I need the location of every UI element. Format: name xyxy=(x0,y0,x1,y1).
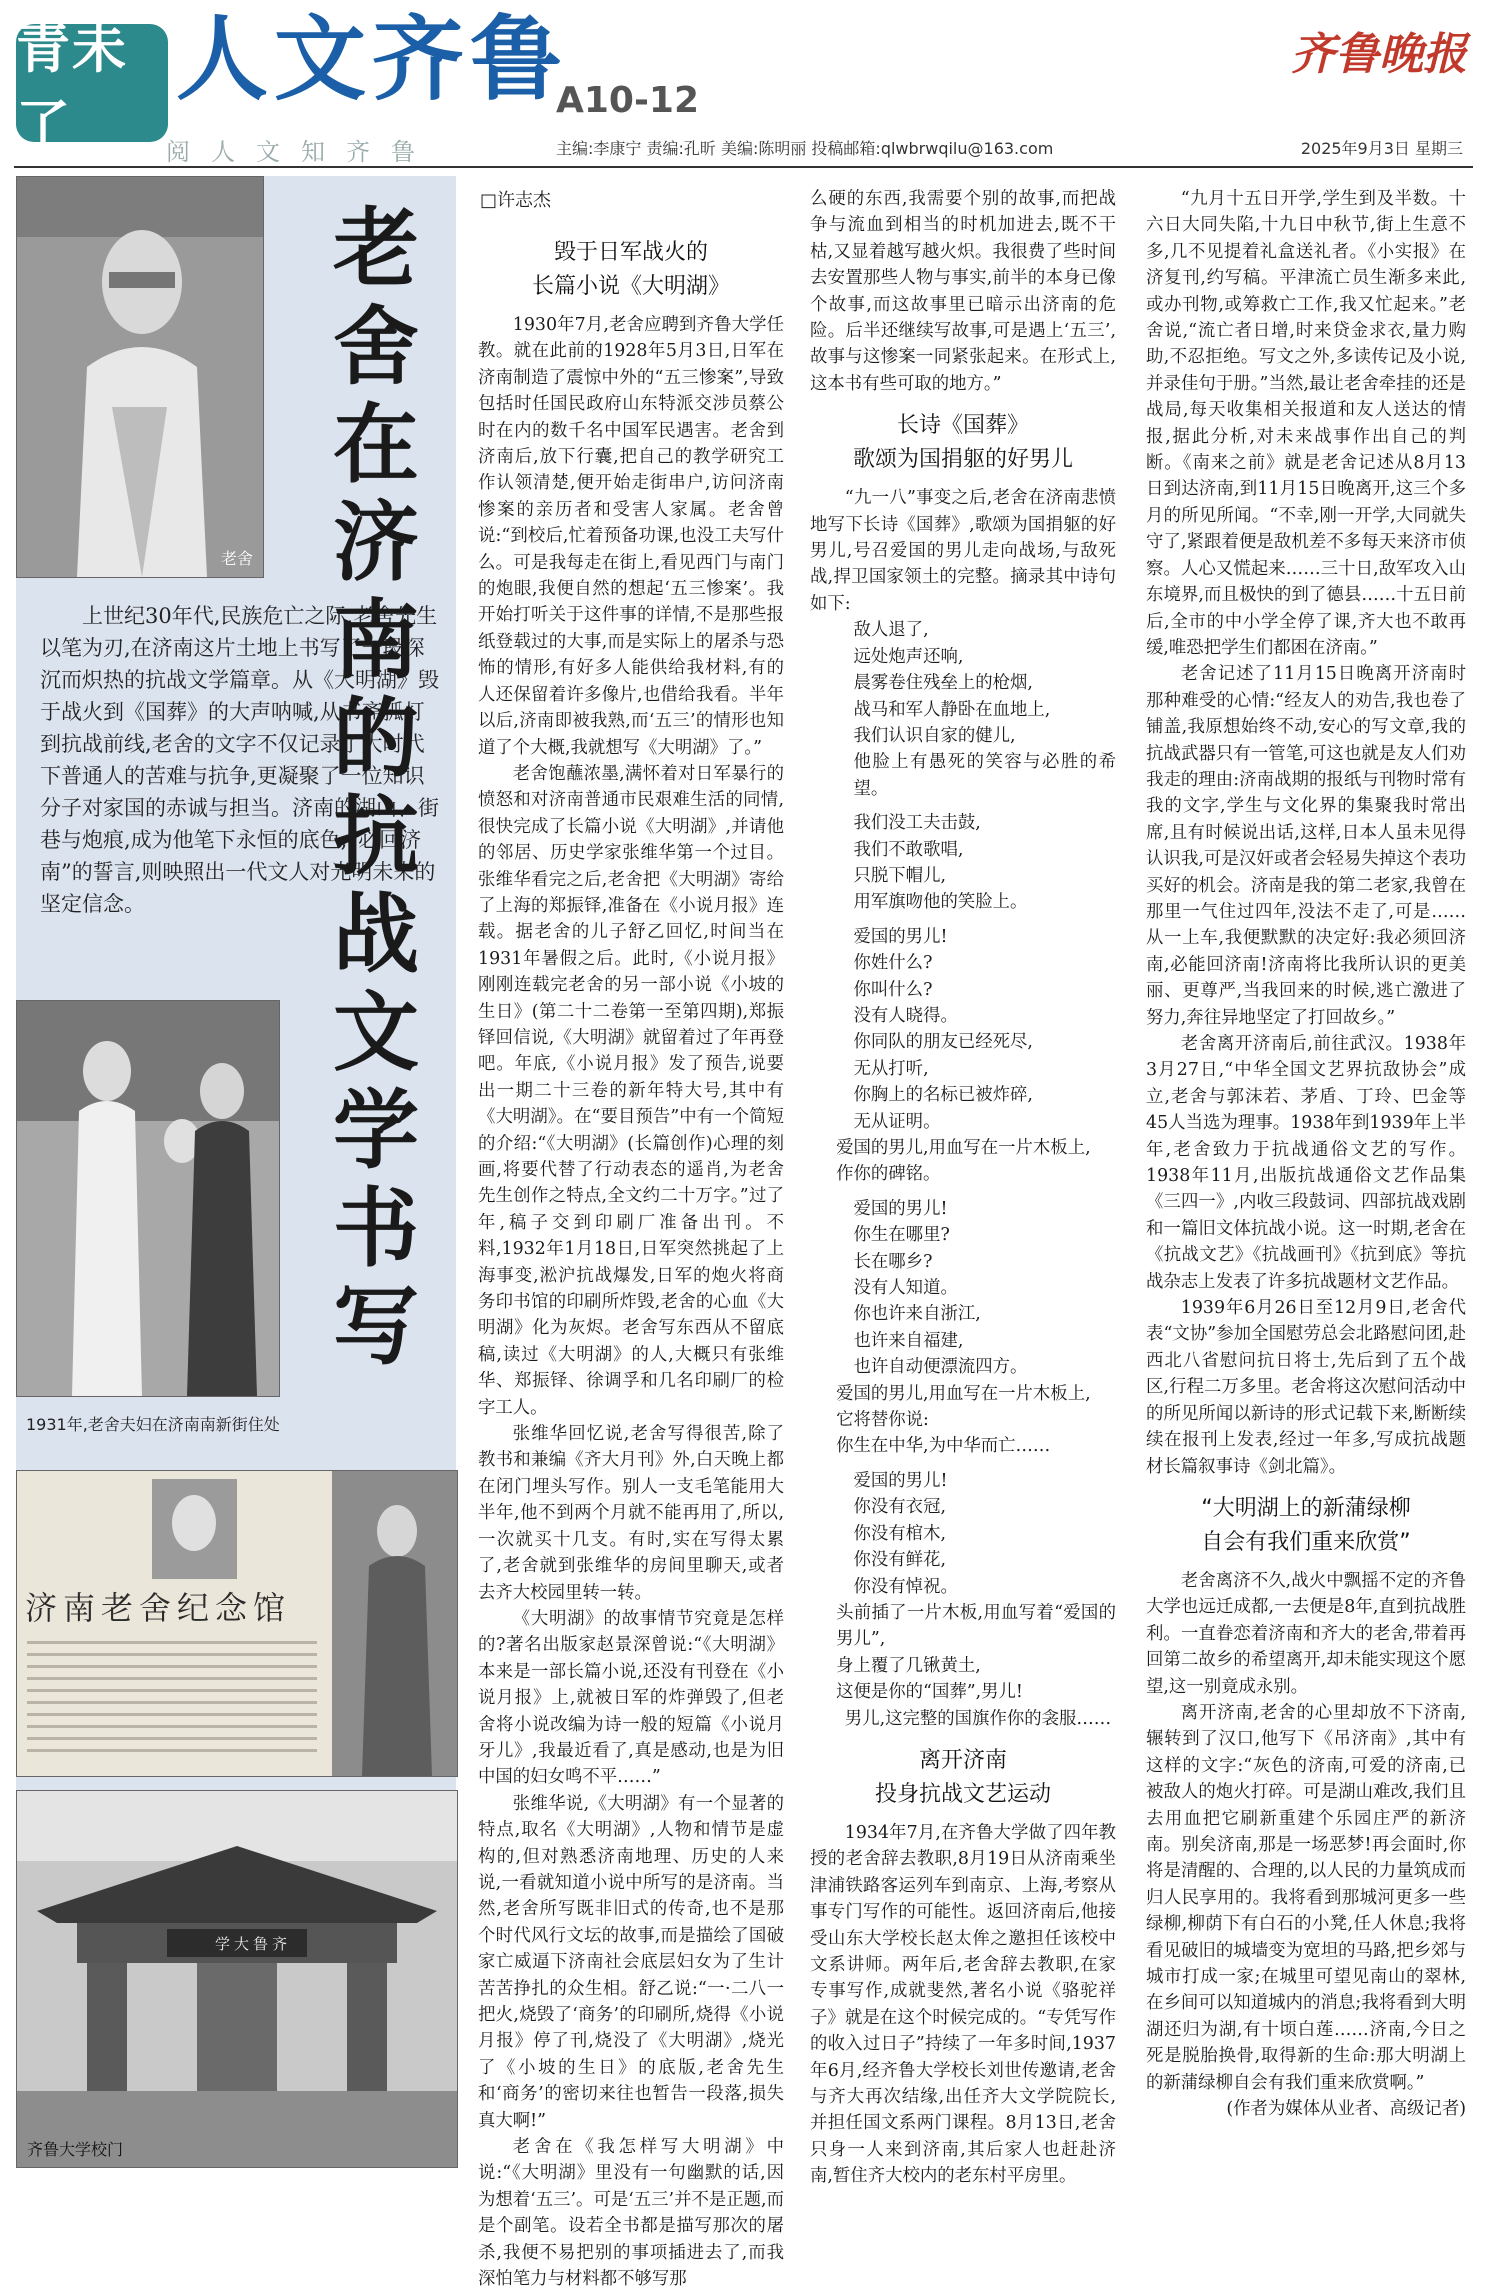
paragraph: 1930年7月,老舍应聘到齐鲁大学任教。就在此前的1928年5月3日,日军在济南制造了震惊中外的“五三惨案”,导致包括时任国民政府山东特派交涉员蔡公时在内的数千名中国军民遇害。老舍到济南后,放下行囊,把自己的教学研究工作认领清楚,便开始走街串户,访问济南惨案的亲历者和受害人家属。老舍曾说:“到校后,忙着预备功课,也没工夫写什么。可是我每走在街上,看见西门与南门的炮眼,我便自然的想起‘五三惨案’。我开始打听关于这件事的详情,不是那些报纸登载过的大事,而是实际上的屠杀与恐怖的情形,有好多人能供给我材料,有的人还保留着许多像片,也借给我看。半年以后,济南即被我熟,而‘五三’的情形也知道了个大概,我就想写《大明湖》了。” xyxy=(478,315,784,758)
logo-qingweiliao: 青未了 xyxy=(16,24,168,142)
photo-label: 老舍 xyxy=(220,549,253,568)
poem-stanza: 爱国的男儿,用血写在一片木板上, 它将替你说: 你生在中华,为中华而亡…… xyxy=(836,1383,1091,1457)
intro-text: 上世纪30年代,民族危亡之际,老舍先生以笔为刃,在济南这片土地上书写了一段深沉而炽热的抗战文学篇章。从《大明湖》毁于战火到《国葬》的大声呐喊,从书斋孤灯到抗战前线,老舍的文字不仅记录了大时代下普通人的苦难与抗争,更凝聚了一位知识分子对家国的赤诚与担当。济南的湖山、街巷与炮痕,成为他笔下永恒的底色,“必回济南”的誓言,则映照出一代文人对光明未来的坚定信念。 xyxy=(40,604,439,916)
paragraph: 老舍离开济南后,前往武汉。1938年3月27日,“中华全国文艺界抗敌协会”成立,老舍与郭沫若、茅盾、丁玲、巴金等45人当选为理事。1938年到1939年上半年,老舍致力于抗战通俗文艺的写作。1938年11月,出版抗战通俗文艺作品集《三四一》,内收三段鼓词、四部抗战戏剧和一篇旧文体抗战小说。这一时期,老舍在《抗战文艺》《抗战画刊》《抗到底》等抗战杂志上发表了许多抗战题材文艺作品。 xyxy=(1146,1034,1466,1292)
photo-lao-she-portrait xyxy=(16,176,264,578)
paragraph: 老舍离济不久,战火中飘摇不定的齐鲁大学也远迁成都,一去便是8年,直到抗战胜利。一直眷恋着济南和齐大的老舍,带着再回第二故乡的希望离开,却未能实现这个愿望,这一别竟成永别。 xyxy=(1146,1570,1466,1697)
paragraph: “九月十五日开学,学生到及半数。十六日大同失陷,十九日中秋节,街上生意不多,几不见提着礼盒送礼者。《小实报》在济复刊,约写稿。平津流亡员生渐多来此,或办刊物,或筹救亡工作,我又忙起来。”老舍说,“流亡者日增,时来贷金求衣,量力购助,不忍拒绝。写文之外,多读传记及小说,并录佳句于册。”当然,最让老舍牵挂的还是战局,每天收集相关报道和友人送达的情报,据此分析,对未来战事作出自己的判断。《南来之前》就是老舍记述从8月13日到达济南,到11月15日晚离开,这三个多月的所见所闻。“不幸,刚一开学,大同就失守了,紧跟着便是敌机差不多每天来济市侦察。人心又慌起来……三十日,敌军攻入山东境界,而且极快的到了德县……十五日前后,全市的中小学全停了课,齐大也不敢再缓,唯恐把学生们都困在济南。” xyxy=(1146,189,1466,658)
byline: □许志杰 xyxy=(480,190,552,211)
poem-stanza: 敌人退了, 远处炮声还响, 晨雾卷住残垒上的枪烟, 战马和军人静卧在血地上, 我们认识自家的健儿, 他脸上有愚死的笑容与必胜的希望。 xyxy=(853,620,1116,799)
section-slogan: 阅人文知齐鲁 xyxy=(166,138,436,166)
poem-stanza: 爱国的男儿! 你没有衣冠, 你没有棺木, 你没有鲜花, 你没有悼祝。 xyxy=(853,1470,958,1597)
gate-illustration xyxy=(17,1791,457,2167)
paragraph: 离开济南,老舍的心里却放不下济南,辗转到了汉口,他写下《吊济南》,其中有这样的文字:“灰色的济南,可爱的济南,已被敌人的炮火打碎。可是湖山难改,我们且去用血把它刷新重建个乐园庄严的新济南。别矣济南,那是一场恶梦!再会面时,你将是清醒的、合理的,以人民的力量筑成而归人民享用的。我将看到那城河更多一些绿柳,柳荫下有白石的小凳,任人休息;我将看见破旧的城墙变为宽坦的马路,把乡郊与城市打成一家;在城里可望见南山的翠林,在乡间可以知道城内的消息;我将看到大明湖还归为湖,有十顷白莲……济南,今日之死是脱胎换骨,取得新的生命:那大明湖上的新蒲绿柳自会有我们重来欣赏啊。” xyxy=(1146,1702,1466,2093)
poem-stanza: 爱国的男儿! 你姓什么? 你叫什么? 没有人晓得。 你同队的朋友已经死尽, 无从打听, 你胸上的名标已被炸碎, 无从证明。 xyxy=(853,926,1033,1132)
paragraph: 老舍饱蘸浓墨,满怀着对日军暴行的愤怒和对济南普通市民艰难生活的同情,很快完成了长篇小说《大明湖》,并请他的邻居、历史学家张维华第一个过目。张维华看完之后,老舍把《大明湖》寄给了上海的郑振铎,准备在《小说月报》连载。据老舍的儿子舒乙回忆,时间当在1931年暑假之后。此时,《小说月报》刚刚连载完老舍的另一部小说《小坡的生日》(第二十二卷第一至第四期),郑振铎回信说,《大明湖》就留着过了年再登吧。年底,《小说月报》发了预告,说要出一期二十三卷的新年特大号,其中有《大明湖》。在“要目预告”中有一个简短的介绍:“《大明湖》(长篇创作)心理的刻画,将要代替了行动表态的遥肖,为老舍先生创作之特点,全文约二十万字。”过了年,稿子交到印刷厂准备出刊。不料,1932年1月18日,日军突然挑起了上海事变,淞沪抗战爆发,日军的炮火将商务印书馆的印刷所炸毁,老舍的心血《大明湖》化为灰烬。老舍写东西从不留底稿,读过《大明湖》的人,大概只有张维华、郑振铎、徐调孚和几名印刷厂的检字工人。 xyxy=(478,763,784,1418)
subhead-2: 长诗《国葬》 歌颂为国捐躯的好男儿 xyxy=(852,413,1073,473)
issue-date: 2025年9月3日 星期三 xyxy=(1300,139,1463,158)
paragraph: 张维华说,《大明湖》有一个显著的特点,取名《大明湖》,人物和情节是虚构的,但对熟悉济南地理、历史的人来说,一看就知道小说中所写的是济南。当然,老舍所写既非旧式的传奇,也不是那个时代风行文坛的故事,而是描绘了国破家亡威逼下济南社会底层妇女为了生计苦苦挣扎的众生相。舒乙说:“一·二八一把火,烧毁了‘商务’的印刷所,烧得《小说月报》停了刊,烧没了《大明湖》,烧光了《小坡的生日》的底版,老舍先生和‘商务’的密切来往也暂告一段落,损失真大啊!” xyxy=(478,1793,784,2131)
text-column-2 xyxy=(810,186,1116,2190)
page-range: A10-12 xyxy=(556,80,699,121)
editor-credits: 主编:李康宁 责编:孔昕 美编:陈明丽 投稿邮箱:qlwbrwqilu@163.com xyxy=(556,139,1054,158)
poem-stanza: 我们没工夫击鼓, 我们不敢歌唱, 只脱下帽儿, 用军旗吻他的笑脸上。 xyxy=(853,813,1028,913)
paragraph: 《大明湖》的故事情节究竟是怎样的?著名出版家赵景深曾说:“《大明湖》本来是一部长篇小说,还没有刊登在《小说月报》上,就被日军的炸弹毁了,但老舍将小说改编为诗一般的短篇《小说月牙儿》,我最近看了,真是感动,也是为旧中国的妇女鸣不平……” xyxy=(478,1608,784,1788)
subhead-3: 离开济南 投身抗战文艺运动 xyxy=(874,1747,1051,1807)
portrait-illustration xyxy=(17,177,263,577)
paragraph: 1934年7月,在齐鲁大学做了四年教授的老舍辞去教职,8月19日从济南乘坐津浦铁路客运列车到南京、上海,考察从事专门写作的可能性。返回济南后,他接受山东大学校长赵太侔之邀担任该校中文系讲师。两年后,老舍辞去教职,在家专事写作,成就斐然,著名小说《骆驼祥子》就是在这个时候完成的。“专凭写作的收入过日子”持续了一年多时间,1937年6月,经齐鲁大学校长刘世传邀请,老舍与齐大再次结缘,出任齐大文学院院长,并担任国文系两门课程。8月13日,老舍只身一人来到济南,其后家人也赶赴济南,暂住齐大校内的老东村平房里。 xyxy=(810,1822,1116,2187)
author-note: (作者为媒体从业者、高级记者) xyxy=(1226,2099,1466,2120)
section-masthead: 人文齐鲁 xyxy=(176,6,569,113)
header-rule xyxy=(14,166,1473,168)
photo-cheeloo-gate xyxy=(16,1790,458,2168)
photo-memorial-hall xyxy=(16,1470,458,1777)
poem-stanza: 头前插了一片木板,用血写着“爱国的男儿”, 身上覆了几锹黄土, 这便是你的“国葬”,男儿! xyxy=(836,1602,1116,1703)
photo-couple xyxy=(16,1000,280,1397)
couple-caption: 1931年,老舍夫妇在济南南新街住处 xyxy=(26,1415,280,1434)
subhead-1: 毁于日军战火的 长篇小说《大明湖》 xyxy=(531,240,730,299)
paragraph: 么硬的东西,我需要个别的故事,而把战争与流血到相当的时机加进去,既不干枯,又显着越写越火炽。我很费了些时间去安置那些人物与事实,前半的本身已像个故事,而这故事里已暗示出济南的危险。后半还继续写故事,可是遇上‘五三’,故事与这惨案一同紧张起来。在形式上,这本书有些可取的地方。” xyxy=(810,189,1116,394)
paragraph: 老舍记述了11月15日晚离开济南时那种难受的心情:“经友人的劝告,我也卷了铺盖,我原想始终不动,安心的写文章,我的抗战武器只有一管笔,可这也就是友人们劝我走的理由:济南战期的报纸与刊物时常有我的文字,学生与文化界的集聚我时常出席,且有时候说出话,这样,日本人虽未见得认识我,可是汉奸或者会轻易失掉这个表功买好的机会。济南是我的第二老家,我曾在那里一气住过四年,没法不走了,可是……从一上车,我便默默的决定好:我必须回济南,必能回济南!济南将比我所认识的更美丽、更尊严,当我回来的时候,逃亡激进了努力,奔往异地坚定了打回故乡。” xyxy=(1146,664,1466,1028)
newspaper-name: 齐鲁晚报 xyxy=(1291,29,1467,80)
article-title: 老舍在济南的抗战文学书写 xyxy=(333,199,419,1377)
paragraph: 1939年6月26日至12月9日,老舍代表“文协”参加全国慰劳总会北路慰问团,赴西北八省慰问抗日将士,先后到了五个战区,行程二万多里。老舍将这次慰问活动中的所见所闻以新诗的形式记载下来,断断续续在报刊上发表,经过一年多,写成抗战题材长篇叙事诗《剑北篇》。 xyxy=(1146,1298,1466,1477)
gate-caption: 齐鲁大学校门 xyxy=(27,2140,124,2159)
subhead-4: “大明湖上的新蒲绿柳 自会有我们重来欣赏” xyxy=(1201,1495,1411,1555)
paragraph: 张维华回忆说,老舍写得很苦,除了教书和兼编《齐大月刊》外,白天晚上都在闭门埋头写作。别人一支毛笔能用大半年,他不到两个月就不能再用了,所以,一次就买十几支。有时,实在写得太累了,老舍就到张维华的房间里聊天,或者去齐大校园里转一转。 xyxy=(478,1424,784,1603)
couple-illustration xyxy=(17,1001,279,1396)
poem-stanza: 爱国的男儿! 你生在哪里? 长在哪乡? 没有人知道。 你也许来自浙江, 也许来自福建, 也许自动便漂流四方。 xyxy=(853,1198,1028,1378)
poem-stanza: 爱国的男儿,用血写在一片木板上, 作你的碑铭。 xyxy=(836,1138,1091,1185)
paragraph: “九一八”事变之后,老舍在济南悲愤地写下长诗《国葬》,歌颂为国捐躯的好男儿,号召爱国的男儿走向战场,与敌死战,捍卫国家领土的完整。摘录其中诗句如下: xyxy=(810,488,1116,614)
text-column-1 xyxy=(478,236,784,2292)
paragraph: 老舍在《我怎样写大明湖》中说:“《大明湖》里没有一句幽默的话,因为想着‘五三’。可是‘五三’并不是正题,而是个副笔。设若全书都是描写那次的屠杀,我便不易把别的事项插进去了,而我深怕笔力与材料都不够写那 xyxy=(478,2137,784,2290)
gate-plaque: 学大鲁齐 xyxy=(215,1935,292,1953)
text-column-3 xyxy=(1146,186,1466,2122)
memorial-hall-sign: 济南老舍纪念馆 xyxy=(25,1589,292,1627)
paragraph: 男儿,这完整的国旗作你的衾服…… xyxy=(844,1708,1112,1729)
